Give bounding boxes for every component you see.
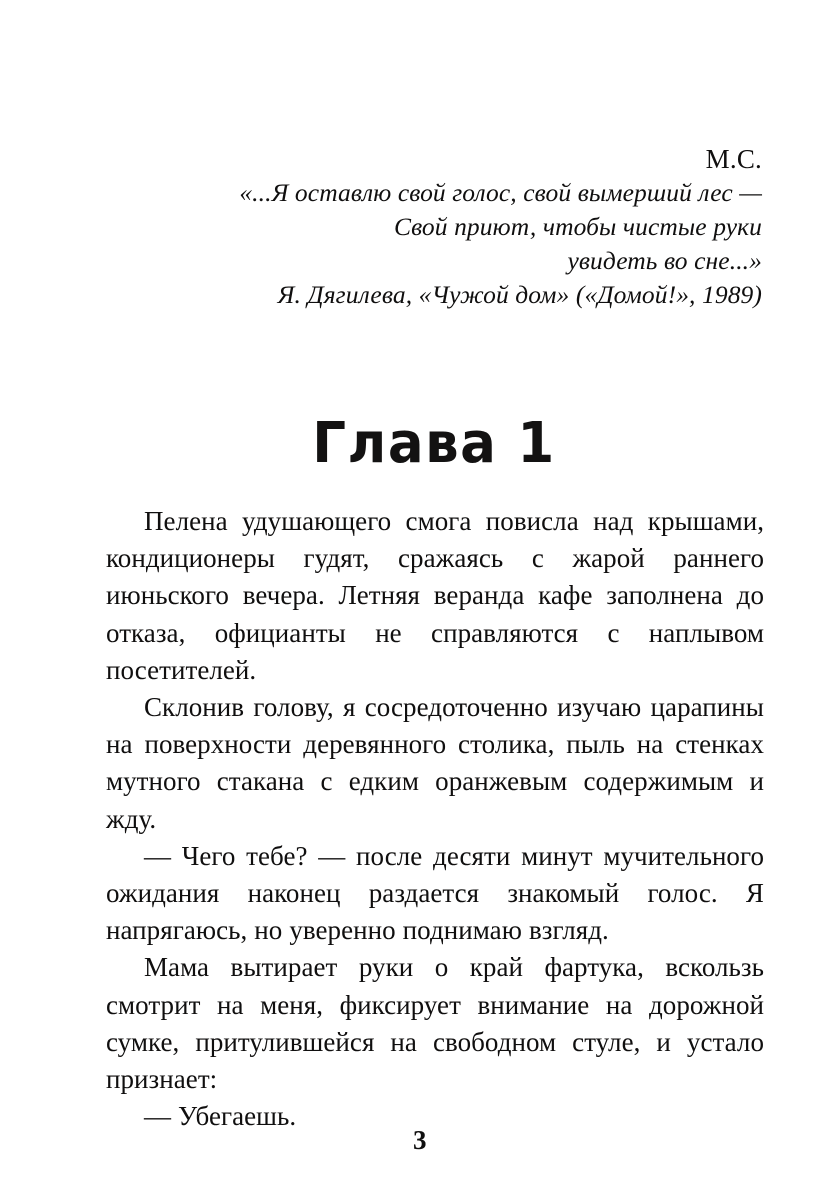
- epigraph-block: [106, 142, 762, 312]
- epigraph-dedication: М.С.: [705, 144, 762, 174]
- body-paragraph: Склонив голову, я сосредоточенно изучаю царапины на поверхности деревянного столика, пыль на стенках мутного стакана с едким оранжевым содержимым и жду.: [106, 692, 764, 834]
- epigraph-verse-line-2: Свой приют, чтобы чистые руки: [393, 212, 762, 241]
- chapter-heading: Глава 1: [312, 410, 556, 476]
- body-paragraph: — Убегаешь.: [144, 1101, 297, 1132]
- body-paragraph: — Чего тебе? — после десяти минут мучительного ожидания наконец раздается знакомый голос. Я напрягаюсь, но уверенно поднимаю взгляд.: [106, 840, 764, 946]
- epigraph-verse-line-1: «...Я оставлю свой голос, свой вымерший лес —: [239, 178, 762, 207]
- epigraph-verse: [106, 176, 762, 278]
- body-text-block: [106, 503, 764, 1135]
- epigraph-source-attribution: Я. Дягилева, «Чужой дом» («Домой!», 1989): [277, 280, 762, 309]
- body-paragraph: Мама вытирает руки о край фартука, вскользь смотрит на меня, фиксирует внимание на дорожной сумке, притулившейся на свободном стуле, и устало признает:: [106, 952, 764, 1095]
- epigraph-verse-line-3: увидеть во сне...»: [567, 246, 762, 275]
- page-number: 3: [413, 1125, 427, 1155]
- body-paragraph: Пелена удушающего смога повисла над крышами, кондиционеры гудят, сражаясь с жарой раннего июньского вечера. Летняя веранда кафе заполнена до отказа, официанты не справляются с наплывом посетителей.: [106, 506, 764, 685]
